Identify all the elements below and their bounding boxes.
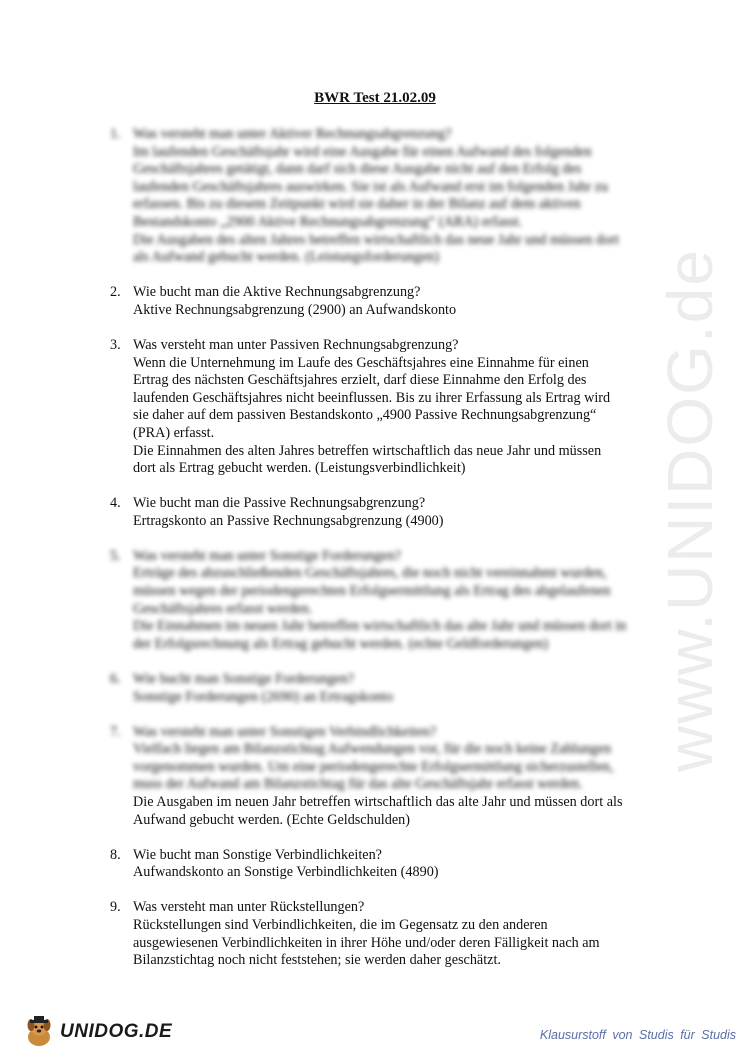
logo-text: UNIDOG.DE [60, 1021, 173, 1042]
item-question: Wie bucht man Sonstige Forderungen? [133, 670, 354, 687]
item-number: 1. [110, 126, 121, 142]
list-item [110, 899, 670, 969]
item-number: 7. [110, 723, 121, 740]
item-answer-line: Wenn die Unternehmung im Laufe des Geschäftsjahres eine Einnahme für einen [133, 354, 589, 371]
footer-logo[interactable] [22, 1012, 182, 1052]
item-number: 4. [110, 495, 121, 512]
item-answer-line: Im laufenden Geschäftsjahr wird eine Ausgabe für einen Aufwand des folgenden [133, 143, 592, 160]
item-answer-line: muss der Aufwand am Bilanzstichtag für das alte Geschäftsjahr erfasst werden. [133, 776, 583, 793]
item-body [133, 284, 670, 319]
item-answer-line: Aufwandskonto an Sonstige Verbindlichkeiten (4890) [133, 864, 439, 881]
item-answer-line: Aktive Rechnungsabgrenzung (2900) an Aufwandskonto [133, 301, 457, 318]
watermark-text: www.UNIDOG.de [654, 248, 726, 772]
item-body [133, 337, 670, 478]
item-answer-line: vorgenommen wurden. Um eine periodengerechte Erfolgsermittlung sicherzustellen, [133, 758, 614, 775]
item-number: 8. [110, 846, 121, 863]
dog-mascot-icon [22, 1015, 56, 1049]
item-answer-line: als Aufwand gebucht werden. (Leistungsforderungen) [133, 249, 440, 266]
item-answer-line: laufenden Geschäftsjahres auswirken. Sie ist als Aufwand erst im folgenden Jahr zu [133, 178, 609, 195]
list-item [110, 337, 670, 478]
item-question: Wie bucht man Sonstige Verbindlichkeiten? [133, 846, 382, 863]
item-answer-line: Bestandskonto „2900 Aktive Rechnungsabgrenzung“ (ARA) erfasst. [133, 213, 523, 230]
item-answer-line: Ertragskonto an Passive Rechnungsabgrenzung (4900) [133, 512, 444, 529]
item-number: 2. [110, 284, 121, 301]
list-item [110, 284, 670, 319]
list-item [110, 126, 670, 267]
item-answer-line: ausgewiesenen Verbindlichkeiten in ihrer Höhe und/oder deren Fälligkeit nach am [133, 934, 600, 951]
item-answer-line: (PRA) erfasst. [133, 424, 215, 441]
question-list [110, 126, 670, 987]
item-body [133, 671, 670, 706]
item-answer-line: Die Ausgaben im neuen Jahr betreffen wirtschaftlich das alte Jahr und müssen dort als [133, 794, 623, 810]
list-item [110, 847, 670, 882]
item-answer-line: Vielfach liegen am Bilanzstichtag Aufwendungen vor, für die noch keine Zahlungen [133, 741, 612, 758]
item-question: Was versteht man unter Rückstellungen? [133, 899, 365, 916]
item-answer-line: Rückstellungen sind Verbindlichkeiten, die im Gegensatz zu den anderen [133, 916, 548, 933]
item-answer-line: Aufwand gebucht werden. (Echte Geldschulden) [133, 811, 410, 828]
item-question: Was versteht man unter Sonstige Forderungen? [133, 547, 401, 564]
item-question: Was versteht man unter Aktiver Rechnungsabgrenzung? [133, 126, 452, 142]
item-answer-line: sie daher auf dem passiven Bestandskonto „4900 Passive Rechnungsabgrenzung“ [133, 407, 597, 424]
item-body [133, 548, 670, 654]
item-number: 3. [110, 336, 121, 353]
item-answer-line: Sonstige Forderungen (2690) an Ertragskonto [133, 688, 394, 705]
item-number: 5. [110, 547, 121, 564]
list-item [110, 548, 670, 654]
item-answer-line: Geschäftsjahres erfasst werden. [133, 600, 313, 617]
item-body [133, 847, 670, 882]
item-answer-line: Die Einnahmen im neuen Jahr betreffen wirtschaftlich das alte Jahr und müssen dort in [133, 618, 627, 635]
item-answer-line: laufenden Geschäftsjahres nicht beeinflussen. Bis zu ihrer Erfassung als Ertrag wird [133, 389, 611, 406]
page-title: BWR Test 21.02.09 [314, 90, 436, 106]
item-answer-line: müssen wegen der periodengerechten Erfolgsermittlung als Ertrag des abgelaufenen [133, 583, 611, 600]
item-number: 6. [110, 670, 121, 687]
item-answer-line: Die Einnahmen des alten Jahres betreffen wirtschaftlich das neue Jahr und müssen [133, 442, 602, 459]
item-answer-line: der Erfolgsrechnung als Ertrag gebucht werden. (echte Geldforderungen) [133, 635, 549, 652]
item-answer-line: Die Ausgaben des alten Jahres betreffen wirtschaftlich das neue Jahr und müssen dort [133, 231, 619, 248]
item-question: Was versteht man unter Passiven Rechnungsabgrenzung? [133, 336, 459, 353]
item-answer-line: erfassen. Bis zu diesem Zeitpunkt wird sie daher in der Bilanz auf dem aktiven [133, 196, 581, 213]
item-answer-line: Geschäftsjahres getätigt, dann darf sich diese Ausgabe nicht auf den Erfolg des [133, 161, 582, 178]
list-item [110, 671, 670, 706]
item-question: Wie bucht man die Passive Rechnungsabgrenzung? [133, 495, 426, 512]
item-answer-line: Ertrag des nächsten Geschäftsjahres erzielt, darf diese Einnahme den Erfolg des [133, 372, 587, 389]
item-answer-line: dort als Ertrag gebucht werden. (Leistungsverbindlichkeit) [133, 460, 466, 477]
item-number: 9. [110, 899, 121, 916]
footer-tagline: Klausurstoff von Studis für Studis [539, 1028, 736, 1042]
item-body [133, 899, 670, 969]
item-answer-line: Erträge des abzuschließenden Geschäftsjahres, die noch nicht vereinnahmt wurden, [133, 565, 607, 582]
item-body [133, 724, 670, 830]
list-item [110, 724, 670, 830]
item-question: Was versteht man unter Sonstigen Verbindlichkeiten? [133, 723, 437, 740]
item-body [133, 495, 670, 530]
item-question: Wie bucht man die Aktive Rechnungsabgrenzung? [133, 284, 421, 301]
item-answer-line: Bilanzstichtag noch nicht feststehen; sie werden daher geschätzt. [133, 952, 501, 969]
list-item [110, 495, 670, 530]
item-body [133, 126, 670, 267]
